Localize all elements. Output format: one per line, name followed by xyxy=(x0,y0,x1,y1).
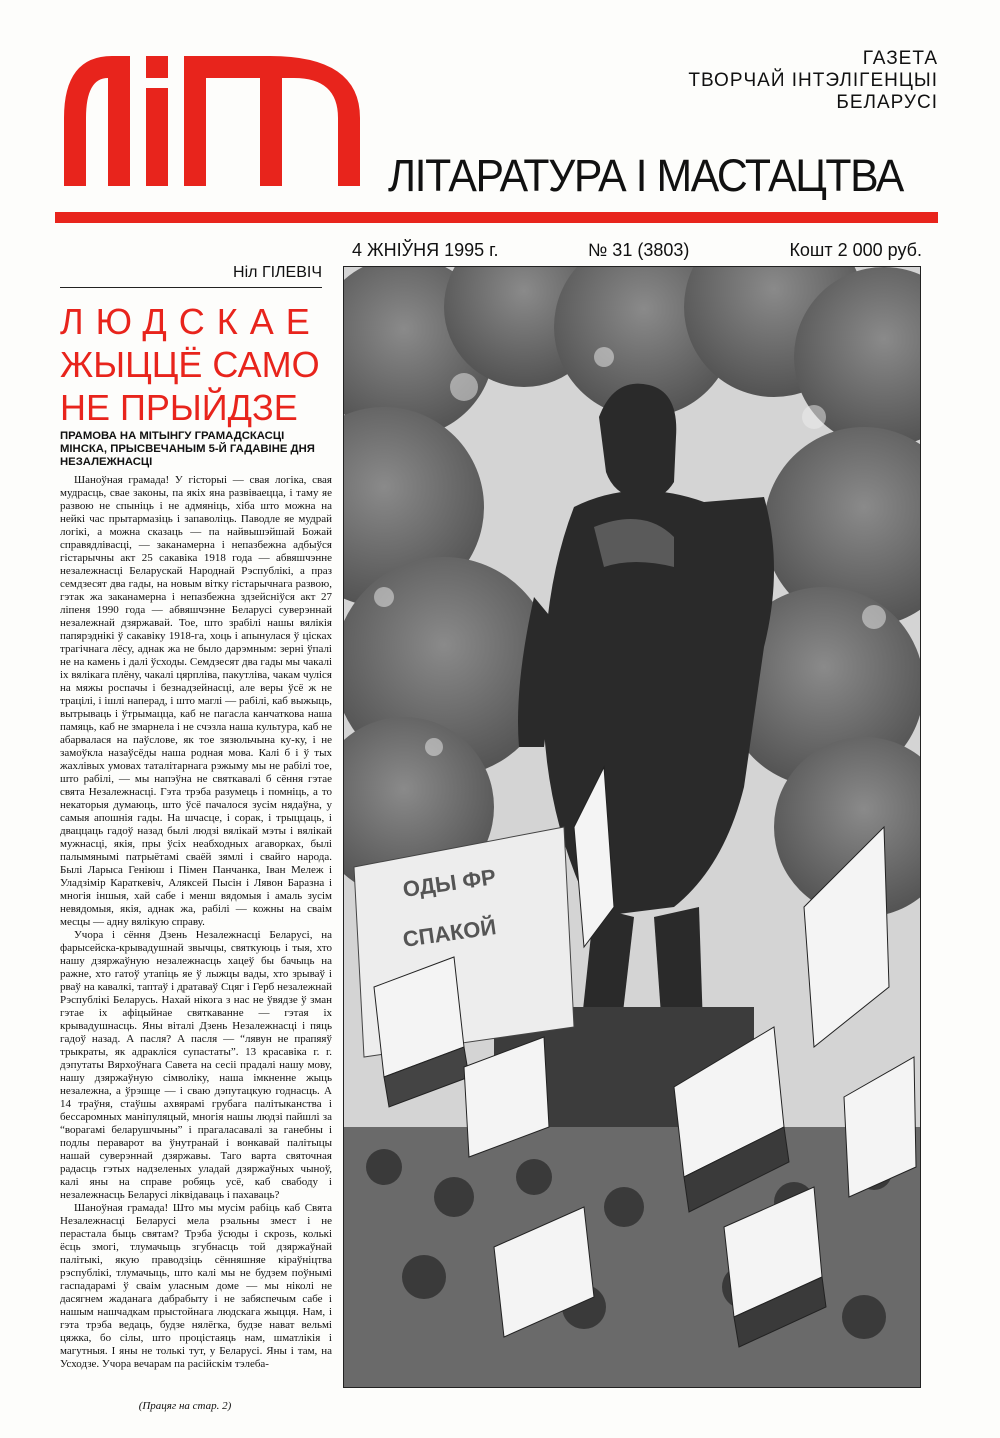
continuation-note: (Працяг на стар. 2) xyxy=(138,1400,232,1412)
monument-photo xyxy=(343,266,921,1388)
banner-text: ОДЫ ФР xyxy=(401,864,498,902)
tagline-line: БЕЛАРУСІ xyxy=(836,92,938,113)
headline-line: ЖЫЦЦЁ САМО xyxy=(60,344,320,385)
article-author: Ніл ГІЛЕВІЧ xyxy=(233,264,322,281)
masthead-rule xyxy=(55,212,938,223)
article-body xyxy=(60,474,332,1371)
masthead-tagline xyxy=(688,48,938,114)
banner-text: СПАКОЙ xyxy=(401,914,498,952)
issue-price: Кошт 2 000 руб. xyxy=(789,240,922,260)
article-subhead: ПРАМОВА НА МІТЫНГУ ГРАМАДСКАСЦІ МІНСКА, ПРЫСВЕЧАНЫМ 5-Й ГАДАВІНЕ ДНЯ НЕЗАЛЕЖНАСЦІ xyxy=(60,430,315,468)
issue-number: № 31 (3803) xyxy=(588,240,690,260)
article-headline xyxy=(60,300,330,429)
article-paragraph: Шаноўная грамада! У гісторыі — свая логіка, свая мудрасць, свае законы, па якіх яна развіваецца, і таму яе развою не спыніць і не адмяніць, хіба што можна на нейкі час прытармазіць і запаволіць. Паводле яе мудрай логікі, а можна сказаць — па найвышэйшай Божай справядлівасці, — заканамерна і непазбежна адбыўся гістарычны акт 25 сакавіка 1918 года — абвяшчэнне незалежнасці Беларускай Народнай Рэспублікі, а праз семдзесят два гады, на новым вітку гістарычнага развою, гэтак жа заканамерна і непазбежна здзейсніўся акт 27 ліпеня 1990 года — абвяшчэнне Беларусі суверэннай незалежнай дзяржавай. Тое, што зрабілі нашы вялікія папярэднікі ў сакавіку 1918-га, хоць і апынулася ў цісках трагічнага лёсу, аднак жа не было дарэмным: зерні ўпалі не на камень і далі ўсходы. Семдзесят два гады мы чакалі іх вялікага плёну, чакалі цярпліва, пакутліва, чакам чуліся на мяжы роспачы і безнадзейнасці, але веры ўсё ж не трацілі, і ішлі наперад, і што маглі — рабілі, каб выжыць, вытрываць і ўтрымацца, каб не пагасла канчаткова наша памяць, каб не змарнела і не счэзла наша культура, каб не абарвалася на паўслове, як тое зязюльчына ку-ку, і не замоўкла назаўсёды наша родная мова. Калі б і ў тых жахлівых умовах таталітарнага рэжыму мы не рабілі тое, што рабілі, — мы напэўна не святкавалі б сёння гэтае свята Незалежнасці. Гэта трэба разумець і помніць, а то некаторыя думаюць, што ўсё пачалося зусім нядаўна, у самыя апошнія гады. На шчасце, і сорак, і трыццаць, і дваццаць гадоў назад былі людзі вялікай мэты і вялікай мужнасці, якія, пры ўсіх неабходных агаворках, былі палымянымі патрыётамі сваёй зямлі і свайго народа. Былі Ларыса Геніюш і Пімен Панчанка, Іван Мележ і Уладзімір Караткевіч, Аляксей Пысін і Лявон Баразна і многія іншыя, хай сабе і менш вядомыя і амаль зусім невядомыя, якія, аднак жа, рабілі — кожны на сваім месцы — адну вялікую справу. xyxy=(60,474,332,928)
newspaper-title: ЛІТАРАТУРА І МАСТАЦТВА xyxy=(388,150,903,201)
issue-date: 4 ЖНІЎНЯ 1995 г. xyxy=(352,240,499,260)
photo-illustration xyxy=(344,267,920,1387)
tagline-line: ТВОРЧАЙ ІНТЭЛІГЕНЦЫІ xyxy=(688,70,938,91)
newspaper-logo xyxy=(60,48,370,188)
article-paragraph: Шаноўная грамада! Што мы мусім рабіць каб Свята Незалежнасці Беларусі мела рэальны змест і не перастала быць святам? Трэба ўсюды і скрозь, колькі ёсць змогі, тлумачыць згубнасць той дзяржаўнай палітыкі, якую праводзіць сённяшняе кіраўніцтва рэспублікі, тлумачыць, што калі мы не будзем поўнымі гаспадарамі ў сваім уласным доме — мы ніколі не дасягнем жаданага дабрабыту і не забяспечым сабе і нашым нашчадкам прыстойнага людскага жыцця. Нам, і гэта трэба ведаць, будзе нялёгка, будзе нават вельмі цяжка, бо сілы, што процістаяць нам, шматлікія і магутныя. І яны не толькі тут, у Беларусі. Яны і там, на Усходзе. Учора вечарам па расійскім тэлеба- xyxy=(60,1202,332,1370)
headline-line: ЛЮДСКАЕ xyxy=(60,301,322,342)
author-divider xyxy=(60,287,322,288)
article-paragraph: Учора і сёння Дзень Незалежнасці Беларусі, на фарысейска-крывадушнай звычцы, святкуюць і тыя, хто нашу дзяржаўную незалежнасць хацеў бы бачыць на ражне, хто гатоў утапіць яе ў лыжцы вады, хто зрываў і рваў на кавалкі, таптаў і дратаваў Сцяг і Герб незалежнай Рэспублікі Беларусь. Нахай нікога з нас не ўвядзе ў зман гэтае іх афіцыйнае святкаванне — гэтая іх крывадушнасць. Яны віталі Дзень Незалежнасці і пяць гадоў назад. А пасля? А пасля — “лявун не прапяяў трыкраты, як адракліся супастаты”. 13 красавіка г. г. дэпутаты Вярхоўнага Савета на сесіі прадалі нашу мову, нашу дзяржаўную сімволіку, наша імкненне жыць незалежна, а ўрэшце — і сваю дэпутацкую годнасць. А 14 траўня, стаўшы ахвярамі грубага палітыканства і бессаромных маніпуляцый, многія нашы людзі пайшлі за “ворагамі беларушчыны” і прагаласавалі за ганебны і подлы пераварот ва ўнутранай і вонкавай палітыцы нашай суверэннай дзяржавы. Таго варта святочная радасць гэтых надзеленых уладай дзяржаўных чыноў, калі яны на справе робяць усё, каб свабоду і незалежнасць Беларусі ліквідаваць і пахаваць? xyxy=(60,929,332,1201)
headline-line: НЕ ПРЫЙДЗЕ xyxy=(60,387,298,428)
issue-bar xyxy=(352,240,922,264)
tagline-line: ГАЗЕТА xyxy=(862,48,938,69)
